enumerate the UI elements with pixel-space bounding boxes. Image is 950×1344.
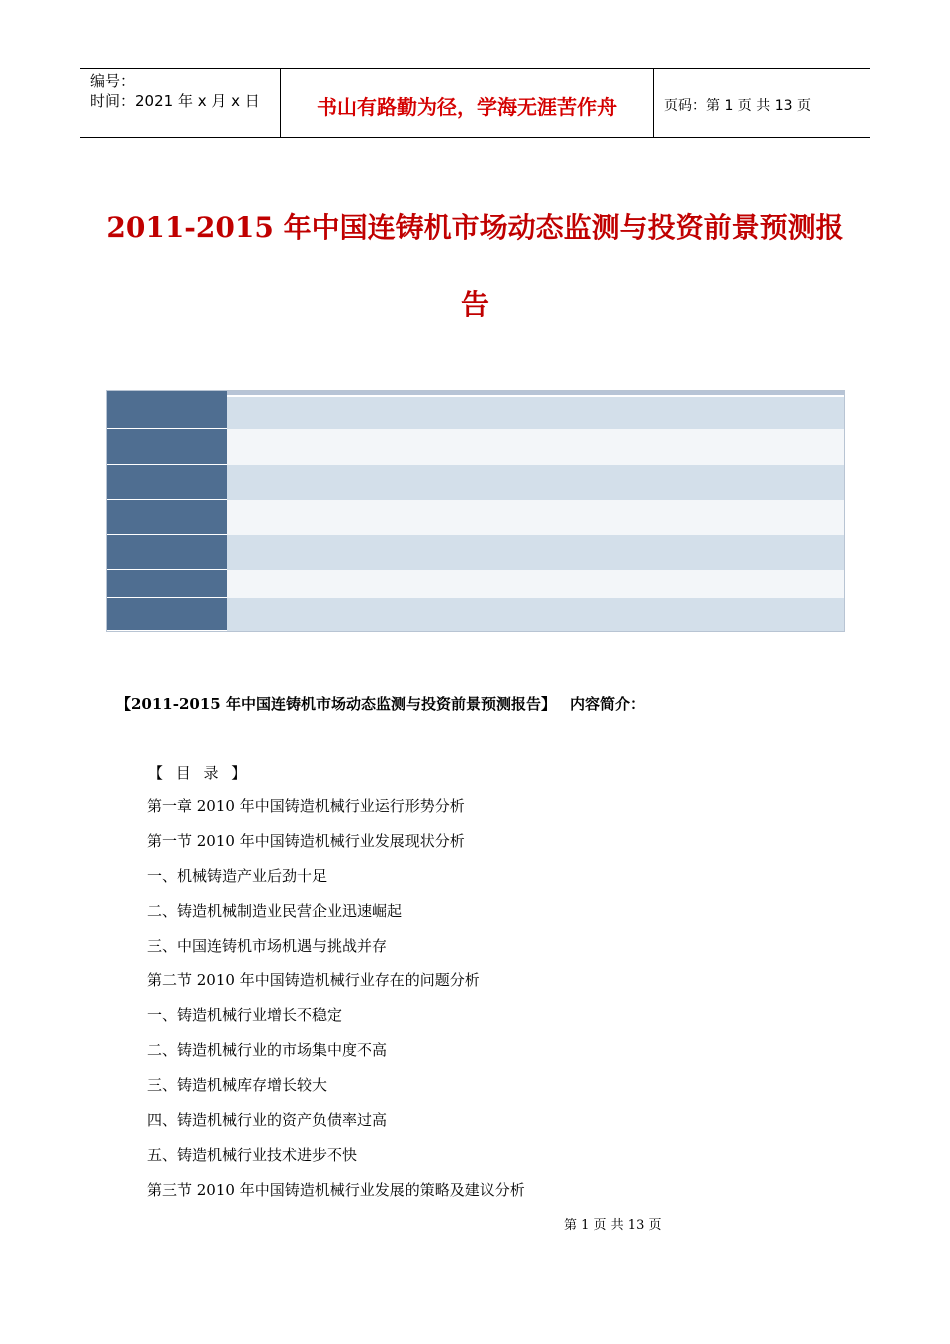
header-page-info: 页码：第 1 页 共 13 页: [664, 98, 811, 114]
toc-heading: 【 目 录 】: [148, 764, 251, 782]
grid-row: [107, 391, 844, 429]
toc-item: 五、铸造机械行业技术进步不快: [147, 1145, 358, 1164]
grid-row: [107, 429, 844, 465]
grid-row: [107, 535, 844, 570]
page-footer: 第 1 页 共 13 页: [564, 1218, 662, 1233]
toc-item: 第一节 2010 年中国铸造机械行业发展现状分析: [147, 831, 465, 850]
toc-item: 二、铸造机械行业的市场集中度不高: [147, 1041, 388, 1060]
toc-item: 第一章 2010 年中国铸造机械行业运行形势分析: [147, 797, 465, 815]
grid-row: [107, 598, 844, 631]
toc-item: 一、铸造机械行业增长不稳定: [147, 1006, 343, 1025]
report-title-line-2: 告: [460, 288, 489, 321]
toc-item: 三、中国连铸机市场机遇与挑战并存: [147, 936, 388, 955]
toc-item: 一、机械铸造产业后劲十足: [147, 866, 328, 885]
serial-number-label: 编号：: [90, 72, 136, 90]
report-title-line-1: 2011-2015 年中国连铸机市场动态监测与投资前景预测报: [106, 211, 844, 244]
toc-item: 三、铸造机械库存增长较大: [147, 1076, 328, 1095]
info-grid-table: [106, 390, 845, 632]
grid-row: [107, 465, 844, 500]
toc-item: 四、铸造机械行业的资产负债率过高: [147, 1111, 388, 1130]
header-meta-cell: [80, 69, 281, 137]
toc-item: 第三节 2010 年中国铸造机械行业发展的策略及建议分析: [147, 1180, 525, 1199]
intro-line: [116, 693, 645, 714]
document-header: [80, 68, 870, 138]
toc-item: 第二节 2010 年中国铸造机械行业存在的问题分析: [147, 971, 480, 990]
intro-bracket-title: 【2011-2015 年中国连铸机市场动态监测与投资前景预测报告】: [116, 695, 556, 713]
toc-item: 二、铸造机械制造业民营企业迅速崛起: [147, 901, 403, 920]
grid-row: [107, 500, 844, 535]
grid-row: [107, 570, 844, 598]
date-label: 时间：2021 年 x 月 x 日: [90, 92, 260, 110]
table-of-contents: [147, 796, 525, 1215]
intro-suffix: 内容简介：: [569, 695, 645, 713]
header-motto: 书山有路勤为径，学海无涯苦作舟: [281, 69, 654, 137]
